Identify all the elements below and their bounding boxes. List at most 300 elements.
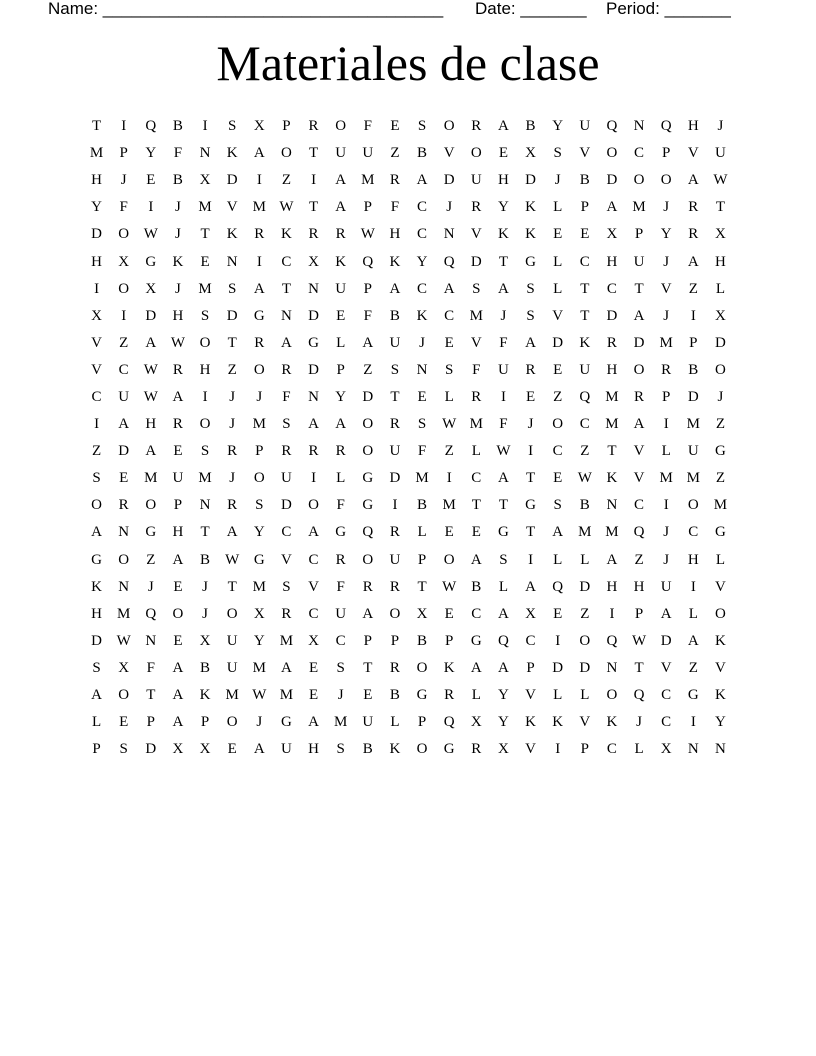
grid-letter: E xyxy=(553,605,563,622)
grid-row xyxy=(83,601,734,628)
grid-letter: C xyxy=(444,307,455,324)
grid-letter: B xyxy=(417,145,428,162)
grid-letter: E xyxy=(308,659,319,676)
grid-letter: H xyxy=(687,118,699,135)
grid-letter: K xyxy=(525,226,536,243)
grid-letter: G xyxy=(525,497,536,514)
grid-letter: Z xyxy=(91,443,102,460)
grid-letter: S xyxy=(282,416,291,433)
grid-letter: C xyxy=(417,226,428,243)
grid-letter: L xyxy=(336,470,346,487)
grid-row xyxy=(83,655,734,682)
grid-letter: O xyxy=(253,361,265,378)
grid-letter: R xyxy=(172,361,183,378)
grid-letter: A xyxy=(253,280,265,297)
grid-letter: A xyxy=(552,524,564,541)
grid-letter: X xyxy=(199,632,211,649)
grid-letter: O xyxy=(633,361,645,378)
grid-letter: R xyxy=(389,578,400,595)
grid-letter: M xyxy=(659,470,673,487)
grid-letter: A xyxy=(687,172,699,189)
grid-letter: F xyxy=(390,199,400,216)
grid-letter: J xyxy=(663,524,670,541)
grid-letter: N xyxy=(443,226,455,243)
grid-letter: V xyxy=(633,443,645,460)
grid-letter: K xyxy=(606,470,618,487)
grid-letter: K xyxy=(199,687,211,704)
grid-letter: X xyxy=(416,605,428,622)
grid-letter: Z xyxy=(715,470,726,487)
grid-letter: G xyxy=(281,714,292,731)
grid-letter: V xyxy=(308,578,319,595)
grid-letter: I xyxy=(555,632,561,649)
grid-letter: N xyxy=(145,632,157,649)
grid-letter: Y xyxy=(715,714,726,731)
grid-letter: N xyxy=(118,524,130,541)
grid-letter: O xyxy=(118,687,130,704)
grid-letter: W xyxy=(225,551,240,568)
grid-letter: A xyxy=(172,659,184,676)
grid-row xyxy=(83,574,734,601)
grid-letter: D xyxy=(525,172,536,189)
grid-letter: M xyxy=(415,470,429,487)
grid-letter: H xyxy=(145,416,157,433)
grid-letter: O xyxy=(660,172,672,189)
grid-letter: O xyxy=(606,145,618,162)
grid-letter: D xyxy=(660,632,672,649)
grid-letter: C xyxy=(335,632,346,649)
grid-letter: T xyxy=(281,280,292,297)
grid-letter: J xyxy=(419,334,425,351)
grid-letter: L xyxy=(471,687,481,704)
grid-letter: R xyxy=(606,334,617,351)
grid-letter: A xyxy=(281,659,292,676)
grid-letter: K xyxy=(715,632,726,649)
grid-letter: M xyxy=(198,470,212,487)
grid-letter: T xyxy=(634,280,644,297)
grid-letter: W xyxy=(713,172,728,189)
grid-letter: E xyxy=(553,361,563,378)
grid-letter: U xyxy=(335,145,347,162)
grid-letter: A xyxy=(335,172,347,189)
grid-letter: P xyxy=(580,199,589,216)
grid-letter: A xyxy=(91,524,102,541)
grid-letter: E xyxy=(444,605,454,622)
grid-letter: I xyxy=(528,443,534,460)
grid-letter: D xyxy=(91,226,102,243)
grid-letter: P xyxy=(689,334,698,351)
grid-letter: S xyxy=(526,280,535,297)
grid-letter: E xyxy=(363,687,373,704)
grid-letter: C xyxy=(579,253,590,270)
grid-letter: M xyxy=(252,578,266,595)
grid-letter: V xyxy=(715,659,726,676)
grid-letter: L xyxy=(580,687,590,704)
grid-letter: P xyxy=(634,605,644,622)
grid-letter: A xyxy=(281,334,292,351)
grid-letter: U xyxy=(389,443,401,460)
grid-letter: M xyxy=(198,199,212,216)
grid-letter: T xyxy=(525,470,536,487)
grid-letter: R xyxy=(308,118,319,135)
grid-letter: B xyxy=(200,659,211,676)
grid-letter: X xyxy=(715,307,726,324)
grid-letter: J xyxy=(663,199,670,216)
student-info-header xyxy=(48,0,748,20)
grid-letter: O xyxy=(579,632,591,649)
grid-letter: A xyxy=(226,524,238,541)
grid-letter: O xyxy=(715,605,726,622)
grid-letter: P xyxy=(282,118,291,135)
grid-letter: C xyxy=(634,145,645,162)
grid-letter: Y xyxy=(552,118,564,135)
grid-letter: K xyxy=(172,253,184,270)
grid-letter: U xyxy=(660,578,672,595)
grid-letter: K xyxy=(416,307,428,324)
grid-letter: M xyxy=(252,659,266,676)
grid-letter: M xyxy=(578,524,592,541)
grid-letter: G xyxy=(443,741,455,758)
grid-letter: Q xyxy=(633,687,645,704)
grid-letter: R xyxy=(308,443,319,460)
grid-letter: M xyxy=(334,714,348,731)
grid-letter: C xyxy=(471,470,482,487)
grid-letter: A xyxy=(145,334,157,351)
grid-row xyxy=(83,519,734,546)
grid-letter: J xyxy=(663,253,670,270)
grid-letter: M xyxy=(686,416,700,433)
grid-letter: O xyxy=(362,551,374,568)
grid-letter: I xyxy=(690,714,696,731)
grid-letter: L xyxy=(553,199,563,216)
grid-letter: D xyxy=(145,741,157,758)
grid-letter: T xyxy=(498,497,509,514)
grid-letter: Z xyxy=(119,334,129,351)
grid-letter: A xyxy=(172,687,184,704)
grid-letter: M xyxy=(279,687,294,704)
grid-letter: U xyxy=(362,145,374,162)
grid-letter: J xyxy=(175,280,181,297)
grid-letter: R xyxy=(389,524,400,541)
grid-letter: T xyxy=(498,253,509,270)
grid-letter: M xyxy=(632,199,646,216)
grid-letter: W xyxy=(631,632,647,649)
name-field: Name: ____________________________________ xyxy=(48,0,444,18)
grid-letter: C xyxy=(308,551,319,568)
grid-letter: M xyxy=(252,199,266,216)
grid-letter: K xyxy=(226,226,238,243)
grid-letter: T xyxy=(146,687,156,704)
grid-letter: W xyxy=(577,470,592,487)
grid-letter: I xyxy=(690,307,696,324)
grid-letter: J xyxy=(663,307,670,324)
grid-letter: S xyxy=(472,280,481,297)
grid-letter: W xyxy=(170,334,186,351)
grid-letter: X xyxy=(118,659,130,676)
grid-letter: J xyxy=(147,578,154,595)
grid-letter: X xyxy=(606,226,618,243)
grid-letter: V xyxy=(525,687,536,704)
grid-letter: W xyxy=(252,687,267,704)
grid-letter: M xyxy=(117,605,131,622)
grid-letter: R xyxy=(172,416,183,433)
grid-letter: Q xyxy=(633,524,645,541)
grid-letter: Y xyxy=(660,226,672,243)
grid-letter: H xyxy=(687,551,699,568)
grid-letter: A xyxy=(253,145,265,162)
grid-letter: J xyxy=(446,199,453,216)
grid-letter: K xyxy=(389,253,401,270)
grid-letter: S xyxy=(336,741,345,758)
grid-letter: E xyxy=(580,226,590,243)
grid-letter: L xyxy=(471,443,481,460)
grid-letter: F xyxy=(146,659,155,676)
grid-letter: F xyxy=(336,578,345,595)
grid-letter: E xyxy=(200,253,210,270)
grid-letter: F xyxy=(119,199,128,216)
grid-letter: C xyxy=(661,687,672,704)
grid-letter: D xyxy=(308,307,319,324)
page-title: Materiales de clase xyxy=(216,35,600,91)
grid-letter: U xyxy=(579,361,591,378)
grid-letter: T xyxy=(580,280,590,297)
grid-letter: M xyxy=(442,497,456,514)
grid-letter: O xyxy=(552,416,564,433)
grid-letter: N xyxy=(199,145,211,162)
grid-letter: I xyxy=(94,280,100,297)
grid-letter: B xyxy=(525,118,536,135)
grid-letter: V xyxy=(470,226,482,243)
grid-letter: B xyxy=(417,497,428,514)
grid-letter: O xyxy=(715,361,726,378)
grid-letter: O xyxy=(362,416,374,433)
grid-letter: V xyxy=(226,199,238,216)
grid-letter: R xyxy=(688,199,699,216)
grid-letter: Q xyxy=(606,632,618,649)
grid-letter: T xyxy=(91,118,102,135)
grid-letter: Y xyxy=(498,714,509,731)
grid-letter: M xyxy=(686,470,700,487)
grid-letter: I xyxy=(311,470,317,487)
grid-letter: O xyxy=(199,334,211,351)
grid-letter: U xyxy=(470,172,482,189)
grid-letter: Z xyxy=(146,551,156,568)
grid-letter: U xyxy=(687,443,699,460)
grid-letter: D xyxy=(579,659,591,676)
grid-letter: S xyxy=(553,497,562,514)
grid-letter: R xyxy=(281,443,292,460)
grid-letter: O xyxy=(362,443,374,460)
grid-letter: S xyxy=(526,307,535,324)
grid-letter: D xyxy=(579,578,591,595)
grid-letter: D xyxy=(145,307,157,324)
grid-letter: A xyxy=(362,334,374,351)
grid-letter: E xyxy=(308,687,319,704)
grid-letter: X xyxy=(308,632,319,649)
grid-letter: U xyxy=(281,470,292,487)
grid-letter: V xyxy=(579,714,591,731)
grid-letter: V xyxy=(660,280,672,297)
grid-letter: B xyxy=(471,578,482,595)
grid-letter: J xyxy=(202,578,208,595)
grid-letter: V xyxy=(633,470,645,487)
grid-letter: V xyxy=(715,578,726,595)
grid-letter: T xyxy=(607,443,617,460)
grid-row xyxy=(83,140,734,167)
grid-letter: A xyxy=(470,551,482,568)
grid-letter: U xyxy=(172,470,184,487)
grid-letter: S xyxy=(390,361,400,378)
grid-letter: K xyxy=(226,145,238,162)
grid-letter: A xyxy=(118,416,130,433)
grid-letter: U xyxy=(335,280,347,297)
grid-letter: Z xyxy=(580,443,590,460)
grid-letter: U xyxy=(362,714,374,731)
grid-letter: A xyxy=(633,416,645,433)
grid-letter: G xyxy=(362,497,374,514)
grid-letter: P xyxy=(363,280,372,297)
grid-letter: R xyxy=(227,443,238,460)
grid-letter: R xyxy=(525,361,536,378)
grid-letter: X xyxy=(660,741,672,758)
grid-letter: O xyxy=(443,551,455,568)
grid-row xyxy=(83,628,734,655)
grid-letter: Z xyxy=(553,388,563,405)
grid-letter: A xyxy=(498,280,509,297)
grid-row xyxy=(83,221,734,248)
grid-letter: L xyxy=(336,334,346,351)
grid-letter: D xyxy=(606,307,618,324)
grid-letter: X xyxy=(715,226,726,243)
grid-letter: Q xyxy=(443,253,455,270)
grid-letter: Y xyxy=(335,388,347,405)
grid-letter: W xyxy=(442,416,457,433)
grid-letter: E xyxy=(146,172,156,189)
grid-letter: O xyxy=(118,280,130,297)
grid-row xyxy=(83,736,734,763)
grid-letter: J xyxy=(229,388,236,405)
grid-letter: Q xyxy=(660,118,672,135)
grid-letter: X xyxy=(470,714,482,731)
grid-letter: P xyxy=(200,714,210,731)
grid-letter: H xyxy=(606,578,618,595)
grid-letter: X xyxy=(525,145,536,162)
grid-letter: P xyxy=(173,497,183,514)
grid-letter: N xyxy=(199,497,211,514)
grid-letter: C xyxy=(308,605,319,622)
date-field: Date: _______ xyxy=(475,0,587,18)
grid-letter: J xyxy=(229,470,236,487)
grid-letter: M xyxy=(144,470,158,487)
grid-letter: Y xyxy=(253,524,265,541)
grid-letter: H xyxy=(633,578,645,595)
grid-letter: G xyxy=(687,687,699,704)
grid-letter: A xyxy=(172,714,184,731)
grid-letter: F xyxy=(336,497,345,514)
grid-letter: M xyxy=(89,145,104,162)
grid-letter: O xyxy=(118,551,130,568)
grid-letter: L xyxy=(553,280,563,297)
grid-letter: B xyxy=(688,361,699,378)
grid-letter: P xyxy=(336,361,345,378)
grid-letter: Q xyxy=(362,524,374,541)
grid-letter: Q xyxy=(362,253,374,270)
grid-letter: G xyxy=(715,524,726,541)
grid-letter: K xyxy=(579,334,591,351)
grid-letter: F xyxy=(499,416,508,433)
grid-letter: M xyxy=(252,416,266,433)
grid-letter: G xyxy=(253,551,265,568)
grid-letter: V xyxy=(525,741,536,758)
grid-letter: B xyxy=(389,307,400,324)
grid-letter: A xyxy=(606,551,618,568)
grid-letter: B xyxy=(172,172,183,189)
grid-letter: J xyxy=(256,714,263,731)
grid-letter: C xyxy=(579,416,590,433)
grid-letter: O xyxy=(470,145,482,162)
grid-letter: X xyxy=(118,253,130,270)
grid-letter: E xyxy=(471,524,481,541)
grid-letter: A xyxy=(172,551,184,568)
grid-letter: F xyxy=(173,145,183,162)
grid-letter: T xyxy=(525,524,536,541)
grid-letter: O xyxy=(633,172,645,189)
grid-letter: J xyxy=(663,551,670,568)
grid-letter: M xyxy=(659,334,673,351)
grid-letter: R xyxy=(444,687,455,704)
grid-letter: C xyxy=(606,280,617,297)
grid-letter: E xyxy=(444,524,454,541)
grid-letter: W xyxy=(279,199,294,216)
grid-letter: N xyxy=(118,578,130,595)
grid-letter: A xyxy=(253,741,265,758)
grid-letter: O xyxy=(443,118,455,135)
grid-letter: J xyxy=(636,714,642,731)
grid-letter: Z xyxy=(715,416,726,433)
grid-letter: I xyxy=(500,388,506,405)
grid-letter: O xyxy=(226,714,238,731)
grid-letter: W xyxy=(143,226,158,243)
grid-letter: J xyxy=(337,687,344,704)
grid-letter: S xyxy=(92,470,101,487)
grid-letter: X xyxy=(253,605,265,622)
grid-letter: O xyxy=(172,605,184,622)
grid-letter: P xyxy=(526,659,535,676)
grid-letter: C xyxy=(91,388,102,405)
grid-letter: U xyxy=(118,388,130,405)
grid-row xyxy=(83,465,734,492)
grid-letter: O xyxy=(389,605,401,622)
grid-letter: N xyxy=(606,497,618,514)
grid-letter: M xyxy=(225,687,239,704)
grid-letter: S xyxy=(553,145,562,162)
grid-letter: D xyxy=(308,361,319,378)
grid-letter: I xyxy=(202,118,208,135)
grid-letter: T xyxy=(200,226,210,243)
grid-letter: F xyxy=(363,307,372,324)
grid-letter: E xyxy=(498,145,509,162)
grid-letter: V xyxy=(579,145,591,162)
grid-letter: O xyxy=(416,741,428,758)
grid-letter: S xyxy=(282,578,291,595)
grid-letter: I xyxy=(311,172,317,189)
grid-letter: J xyxy=(202,605,208,622)
grid-letter: P xyxy=(390,632,400,649)
grid-letter: V xyxy=(281,551,292,568)
grid-letter: Z xyxy=(444,443,454,460)
grid-letter: Z xyxy=(363,361,373,378)
grid-letter: X xyxy=(308,253,319,270)
